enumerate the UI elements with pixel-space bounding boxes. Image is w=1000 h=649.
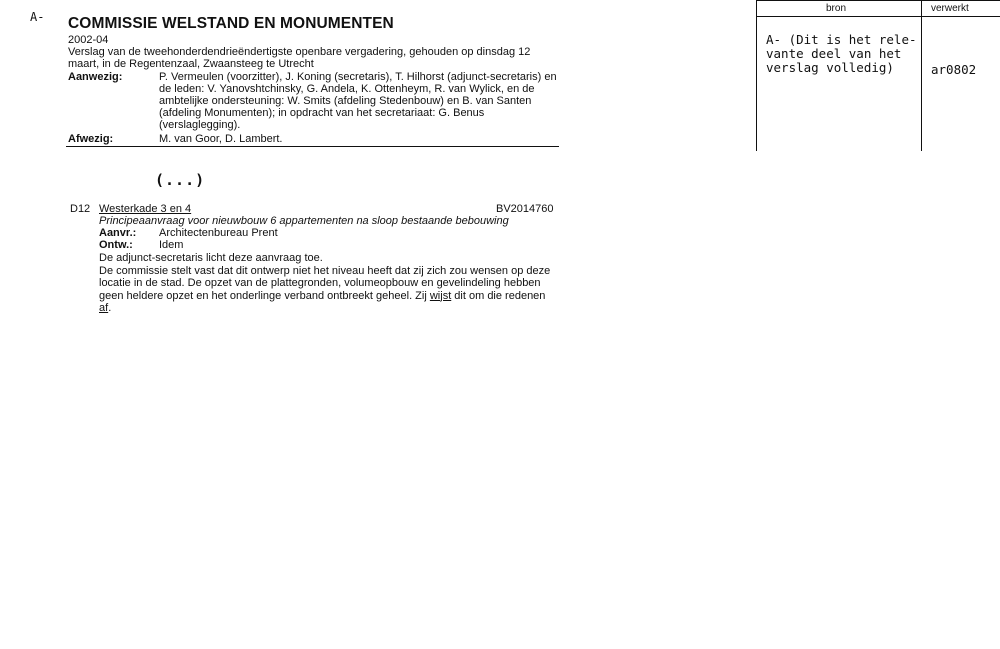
absent-list: M. van Goor, D. Lambert. [159,133,283,145]
item-intro: De adjunct-secretaris licht deze aanvraag toe. [99,252,323,264]
item-body [99,252,559,315]
designer-value: Idem [159,239,184,251]
verdict-underlined-word: wijst [429,289,452,302]
document-title: COMMISSIE WELSTAND EN MONUMENTEN [68,15,394,32]
table-column-divider [921,0,922,151]
absent-label: Afwezig: [68,133,114,145]
item-address: Westerkade 3 en 4 [99,203,192,215]
verdict-text-middle: dit om die redenen [451,289,546,302]
present-list: P. Vermeulen (voorzitter), J. Koning (secretaris), T. Hilhorst (adjunct-secretaris) en de leden: V. Yanovshtchinsky, G. Andela, K. Ottenheym, R. van Wylick, en de ambtelijke ondersteuning: W. Smits (afdeling Stedenbouw) en B. van Santen (afdeling Monumenten); in opdracht van het secretariaat: G. Benus (verslaglegging). [159,71,557,131]
table-left-border [756,0,757,151]
verdict-underlined-word: af [99,302,109,314]
omission-marker: (...) [155,171,206,189]
applicant-label: Aanvr.: [99,227,137,239]
verdict-text-start: De commissie stelt vast dat dit ontwerp niet het niveau heeft dat zij zich zou wensen op deze locatie in de stad. De opzet van de plattegronden, volumeopbouw en gevelindeling hebben geen heldere opzet en het onderlinge verband ontbreekt geheel. Zij [99,264,551,302]
verdict-text-end: . [108,302,112,314]
table-header-border [756,16,1000,17]
document-subtitle: Verslag van de tweehonderdendrieëndertigste openbare vergadering, gehouden op dinsdag 12 maart, in de Regentenzaal, Zwaansteeg te Utrecht [68,46,531,70]
present-label: Aanwezig: [68,71,123,83]
table-top-border [756,0,1000,1]
column-header-source: bron [826,3,847,14]
source-note: A- (Dit is het rele- vante deel van het verslag volledig) [766,32,917,75]
item-code: D12 [70,203,91,215]
applicant-value: Architectenbureau Prent [159,227,278,239]
item-verdict [99,265,559,315]
designer-label: Ontw.: [99,239,133,251]
item-description: Principeaanvraag voor nieuwbouw 6 appartementen na sloop bestaande bebouwing [99,215,509,227]
processed-code: ar0802 [931,62,977,77]
header-divider [66,146,559,147]
document-number: 2002-04 [68,34,109,46]
item-case-number: BV2014760 [496,203,554,215]
column-header-processed: verwerkt [931,3,969,14]
margin-mark: A- [30,10,45,24]
